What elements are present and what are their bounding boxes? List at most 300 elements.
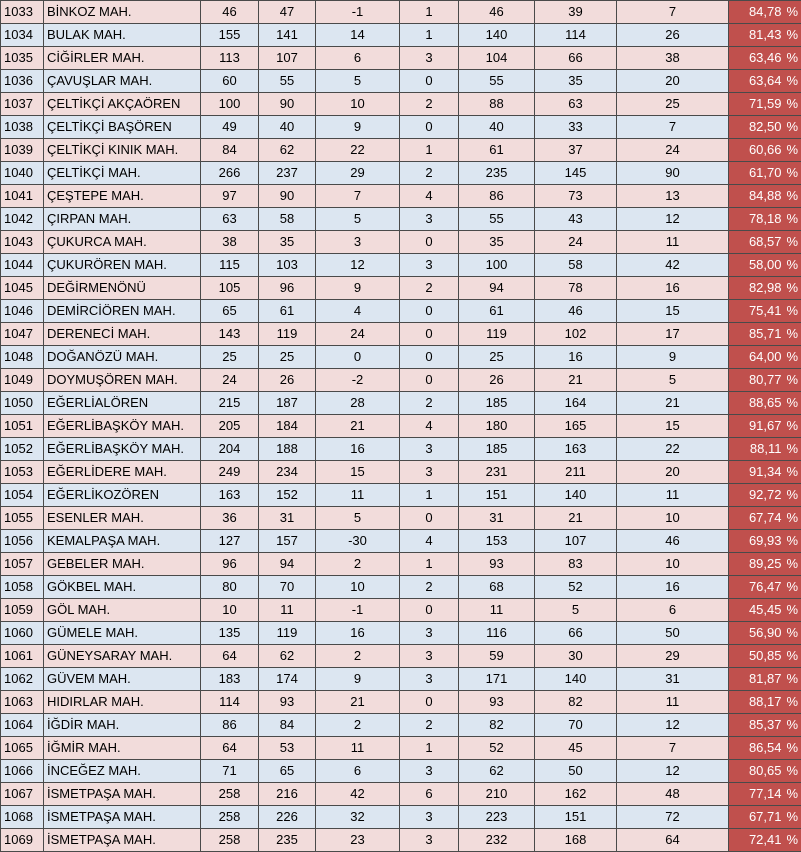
percent-sign-cell: % (785, 415, 801, 438)
value-cell-3: 42 (316, 783, 400, 806)
value-cell-7: 20 (617, 461, 729, 484)
value-cell-6: 66 (535, 622, 617, 645)
value-cell-1: 143 (201, 323, 259, 346)
value-cell-1: 64 (201, 737, 259, 760)
table-row (1, 714, 801, 737)
value-cell-5: 31 (459, 507, 535, 530)
table-row (1, 507, 801, 530)
value-cell-3: 12 (316, 254, 400, 277)
value-cell-7: 29 (617, 645, 729, 668)
value-cell-6: 78 (535, 277, 617, 300)
percentage-cell: 67,71 (729, 806, 785, 829)
value-cell-3: -1 (316, 599, 400, 622)
table-row (1, 576, 801, 599)
value-cell-6: 168 (535, 829, 617, 852)
row-number-cell: 1054 (1, 484, 44, 507)
table-row (1, 116, 801, 139)
value-cell-2: 226 (259, 806, 316, 829)
value-cell-7: 11 (617, 484, 729, 507)
value-cell-1: 155 (201, 24, 259, 47)
table-row (1, 438, 801, 461)
neighborhood-name-cell: KEMALPAŞA MAH. (44, 530, 201, 553)
value-cell-2: 93 (259, 691, 316, 714)
percentage-cell: 92,72 (729, 484, 785, 507)
value-cell-1: 65 (201, 300, 259, 323)
value-cell-3: -2 (316, 369, 400, 392)
row-number-cell: 1041 (1, 185, 44, 208)
value-cell-4: 3 (400, 438, 459, 461)
value-cell-4: 0 (400, 116, 459, 139)
value-cell-2: 119 (259, 323, 316, 346)
value-cell-2: 237 (259, 162, 316, 185)
value-cell-5: 11 (459, 599, 535, 622)
value-cell-3: 6 (316, 760, 400, 783)
row-number-cell: 1047 (1, 323, 44, 346)
value-cell-1: 114 (201, 691, 259, 714)
table-row (1, 737, 801, 760)
value-cell-6: 30 (535, 645, 617, 668)
table-row (1, 530, 801, 553)
percent-sign-cell: % (785, 1, 801, 24)
row-number-cell: 1050 (1, 392, 44, 415)
value-cell-2: 55 (259, 70, 316, 93)
value-cell-4: 0 (400, 300, 459, 323)
value-cell-3: 15 (316, 461, 400, 484)
value-cell-6: 46 (535, 300, 617, 323)
percentage-cell: 76,47 (729, 576, 785, 599)
value-cell-6: 5 (535, 599, 617, 622)
percentage-cell: 80,65 (729, 760, 785, 783)
value-cell-3: 22 (316, 139, 400, 162)
value-cell-3: 5 (316, 507, 400, 530)
value-cell-5: 171 (459, 668, 535, 691)
value-cell-4: 2 (400, 576, 459, 599)
value-cell-2: 94 (259, 553, 316, 576)
value-cell-7: 12 (617, 208, 729, 231)
value-cell-4: 3 (400, 645, 459, 668)
table-row (1, 691, 801, 714)
value-cell-5: 88 (459, 93, 535, 116)
value-cell-3: 2 (316, 645, 400, 668)
table-row (1, 461, 801, 484)
value-cell-1: 24 (201, 369, 259, 392)
neighborhood-name-cell: EĞERLİDERE MAH. (44, 461, 201, 484)
percent-sign-cell: % (785, 185, 801, 208)
value-cell-6: 114 (535, 24, 617, 47)
value-cell-2: 103 (259, 254, 316, 277)
percent-sign-cell: % (785, 254, 801, 277)
value-cell-1: 135 (201, 622, 259, 645)
value-cell-4: 0 (400, 599, 459, 622)
percent-sign-cell: % (785, 438, 801, 461)
value-cell-1: 183 (201, 668, 259, 691)
table-row (1, 93, 801, 116)
percentage-cell: 82,98 (729, 277, 785, 300)
percentage-cell: 63,46 (729, 47, 785, 70)
value-cell-7: 15 (617, 415, 729, 438)
table-row (1, 622, 801, 645)
value-cell-7: 48 (617, 783, 729, 806)
value-cell-7: 12 (617, 714, 729, 737)
value-cell-6: 52 (535, 576, 617, 599)
table-row (1, 70, 801, 93)
value-cell-6: 163 (535, 438, 617, 461)
neighborhood-name-cell: İĞMİR MAH. (44, 737, 201, 760)
neighborhood-name-cell: GÜVEM MAH. (44, 668, 201, 691)
percent-sign-cell: % (785, 24, 801, 47)
value-cell-2: 70 (259, 576, 316, 599)
value-cell-3: 10 (316, 576, 400, 599)
value-cell-4: 4 (400, 530, 459, 553)
value-cell-1: 113 (201, 47, 259, 70)
percent-sign-cell: % (785, 116, 801, 139)
value-cell-7: 15 (617, 300, 729, 323)
percentage-cell: 69,93 (729, 530, 785, 553)
value-cell-5: 93 (459, 553, 535, 576)
value-cell-7: 42 (617, 254, 729, 277)
percent-sign-cell: % (785, 737, 801, 760)
row-number-cell: 1064 (1, 714, 44, 737)
row-number-cell: 1060 (1, 622, 44, 645)
neighborhood-name-cell: BULAK MAH. (44, 24, 201, 47)
neighborhood-name-cell: GÖKBEL MAH. (44, 576, 201, 599)
value-cell-5: 235 (459, 162, 535, 185)
table-row (1, 254, 801, 277)
percent-sign-cell: % (785, 484, 801, 507)
percentage-cell: 67,74 (729, 507, 785, 530)
value-cell-7: 21 (617, 392, 729, 415)
value-cell-4: 1 (400, 737, 459, 760)
table-row (1, 415, 801, 438)
value-cell-5: 86 (459, 185, 535, 208)
percentage-cell: 81,87 (729, 668, 785, 691)
value-cell-5: 61 (459, 300, 535, 323)
value-cell-7: 16 (617, 277, 729, 300)
value-cell-4: 3 (400, 208, 459, 231)
value-cell-5: 62 (459, 760, 535, 783)
row-number-cell: 1033 (1, 1, 44, 24)
value-cell-1: 258 (201, 806, 259, 829)
row-number-cell: 1055 (1, 507, 44, 530)
value-cell-1: 64 (201, 645, 259, 668)
neighborhood-name-cell: EĞERLİBAŞKÖY MAH. (44, 415, 201, 438)
row-number-cell: 1057 (1, 553, 44, 576)
value-cell-2: 235 (259, 829, 316, 852)
row-number-cell: 1045 (1, 277, 44, 300)
value-cell-3: 32 (316, 806, 400, 829)
value-cell-6: 39 (535, 1, 617, 24)
row-number-cell: 1037 (1, 93, 44, 116)
value-cell-5: 25 (459, 346, 535, 369)
value-cell-1: 105 (201, 277, 259, 300)
value-cell-6: 140 (535, 668, 617, 691)
percent-sign-cell: % (785, 576, 801, 599)
percentage-cell: 64,00 (729, 346, 785, 369)
table-row (1, 231, 801, 254)
table-row (1, 346, 801, 369)
value-cell-3: 3 (316, 231, 400, 254)
percent-sign-cell: % (785, 139, 801, 162)
percentage-cell: 56,90 (729, 622, 785, 645)
value-cell-6: 43 (535, 208, 617, 231)
percent-sign-cell: % (785, 93, 801, 116)
value-cell-2: 47 (259, 1, 316, 24)
value-cell-3: 16 (316, 622, 400, 645)
table-row (1, 392, 801, 415)
value-cell-4: 2 (400, 392, 459, 415)
percent-sign-cell: % (785, 507, 801, 530)
value-cell-6: 21 (535, 507, 617, 530)
value-cell-3: 4 (316, 300, 400, 323)
row-number-cell: 1058 (1, 576, 44, 599)
value-cell-6: 16 (535, 346, 617, 369)
neighborhood-name-cell: HIDIRLAR MAH. (44, 691, 201, 714)
neighborhood-name-cell: ÇAVUŞLAR MAH. (44, 70, 201, 93)
row-number-cell: 1044 (1, 254, 44, 277)
neighborhood-name-cell: DERENECİ MAH. (44, 323, 201, 346)
percent-sign-cell: % (785, 530, 801, 553)
value-cell-4: 1 (400, 484, 459, 507)
percent-sign-cell: % (785, 783, 801, 806)
value-cell-7: 24 (617, 139, 729, 162)
percent-sign-cell: % (785, 300, 801, 323)
value-cell-5: 185 (459, 438, 535, 461)
value-cell-3: 2 (316, 553, 400, 576)
value-cell-6: 63 (535, 93, 617, 116)
value-cell-7: 90 (617, 162, 729, 185)
value-cell-7: 5 (617, 369, 729, 392)
value-cell-2: 58 (259, 208, 316, 231)
table-row (1, 185, 801, 208)
value-cell-6: 165 (535, 415, 617, 438)
value-cell-3: 7 (316, 185, 400, 208)
value-cell-6: 33 (535, 116, 617, 139)
percentage-cell: 89,25 (729, 553, 785, 576)
value-cell-5: 55 (459, 70, 535, 93)
row-number-cell: 1053 (1, 461, 44, 484)
row-number-cell: 1056 (1, 530, 44, 553)
percentage-cell: 63,64 (729, 70, 785, 93)
value-cell-6: 151 (535, 806, 617, 829)
value-cell-5: 231 (459, 461, 535, 484)
value-cell-5: 52 (459, 737, 535, 760)
value-cell-3: 9 (316, 668, 400, 691)
value-cell-7: 46 (617, 530, 729, 553)
value-cell-6: 45 (535, 737, 617, 760)
table-row (1, 323, 801, 346)
value-cell-6: 82 (535, 691, 617, 714)
value-cell-1: 84 (201, 139, 259, 162)
value-cell-1: 38 (201, 231, 259, 254)
table-row (1, 668, 801, 691)
value-cell-2: 184 (259, 415, 316, 438)
value-cell-3: 11 (316, 737, 400, 760)
value-cell-6: 145 (535, 162, 617, 185)
value-cell-2: 65 (259, 760, 316, 783)
value-cell-2: 141 (259, 24, 316, 47)
value-cell-5: 104 (459, 47, 535, 70)
value-cell-2: 234 (259, 461, 316, 484)
value-cell-2: 62 (259, 139, 316, 162)
value-cell-1: 215 (201, 392, 259, 415)
neighborhood-name-cell: GÖL MAH. (44, 599, 201, 622)
value-cell-3: 11 (316, 484, 400, 507)
value-cell-5: 61 (459, 139, 535, 162)
percentage-cell: 91,34 (729, 461, 785, 484)
percentage-cell: 80,77 (729, 369, 785, 392)
value-cell-3: 23 (316, 829, 400, 852)
neighborhood-name-cell: ÇELTİKÇİ BAŞÖREN (44, 116, 201, 139)
value-cell-4: 1 (400, 139, 459, 162)
table-row (1, 829, 801, 852)
value-cell-3: 9 (316, 277, 400, 300)
value-cell-1: 97 (201, 185, 259, 208)
table-row (1, 1, 801, 24)
value-cell-1: 25 (201, 346, 259, 369)
neighborhood-name-cell: İSMETPAŞA MAH. (44, 829, 201, 852)
value-cell-2: 11 (259, 599, 316, 622)
value-cell-3: 6 (316, 47, 400, 70)
value-cell-2: 84 (259, 714, 316, 737)
neighborhood-name-cell: GÜNEYSARAY MAH. (44, 645, 201, 668)
neighborhood-name-cell: EĞERLİALÖREN (44, 392, 201, 415)
value-cell-3: 29 (316, 162, 400, 185)
value-cell-3: 21 (316, 691, 400, 714)
value-cell-2: 61 (259, 300, 316, 323)
row-number-cell: 1066 (1, 760, 44, 783)
table-row (1, 783, 801, 806)
value-cell-4: 3 (400, 760, 459, 783)
neighborhood-name-cell: GÜMELE MAH. (44, 622, 201, 645)
row-number-cell: 1042 (1, 208, 44, 231)
percentage-cell: 78,18 (729, 208, 785, 231)
row-number-cell: 1034 (1, 24, 44, 47)
percent-sign-cell: % (785, 553, 801, 576)
percentage-cell: 45,45 (729, 599, 785, 622)
percent-sign-cell: % (785, 323, 801, 346)
neighborhood-name-cell: İSMETPAŞA MAH. (44, 806, 201, 829)
row-number-cell: 1061 (1, 645, 44, 668)
value-cell-4: 0 (400, 507, 459, 530)
value-cell-6: 35 (535, 70, 617, 93)
value-cell-1: 46 (201, 1, 259, 24)
neighborhood-name-cell: İĞDİR MAH. (44, 714, 201, 737)
table-row (1, 484, 801, 507)
value-cell-4: 1 (400, 553, 459, 576)
value-cell-2: 152 (259, 484, 316, 507)
value-cell-4: 3 (400, 47, 459, 70)
neighborhood-name-cell: BİNKOZ MAH. (44, 1, 201, 24)
table-row (1, 162, 801, 185)
value-cell-5: 232 (459, 829, 535, 852)
value-cell-2: 96 (259, 277, 316, 300)
value-cell-7: 64 (617, 829, 729, 852)
percentage-cell: 77,14 (729, 783, 785, 806)
percentage-cell: 81,43 (729, 24, 785, 47)
percent-sign-cell: % (785, 162, 801, 185)
neighborhood-name-cell: ÇUKURCA MAH. (44, 231, 201, 254)
value-cell-2: 157 (259, 530, 316, 553)
percent-sign-cell: % (785, 760, 801, 783)
value-cell-6: 37 (535, 139, 617, 162)
value-cell-4: 6 (400, 783, 459, 806)
value-cell-4: 2 (400, 277, 459, 300)
value-cell-2: 216 (259, 783, 316, 806)
row-number-cell: 1067 (1, 783, 44, 806)
value-cell-7: 11 (617, 691, 729, 714)
value-cell-7: 13 (617, 185, 729, 208)
row-number-cell: 1059 (1, 599, 44, 622)
percent-sign-cell: % (785, 277, 801, 300)
value-cell-7: 7 (617, 1, 729, 24)
table-row (1, 139, 801, 162)
value-cell-7: 6 (617, 599, 729, 622)
value-cell-7: 25 (617, 93, 729, 116)
neighborhood-name-cell: CİĞİRLER MAH. (44, 47, 201, 70)
value-cell-5: 180 (459, 415, 535, 438)
percentage-cell: 84,78 (729, 1, 785, 24)
value-cell-7: 22 (617, 438, 729, 461)
row-number-cell: 1068 (1, 806, 44, 829)
value-cell-5: 153 (459, 530, 535, 553)
value-cell-3: 28 (316, 392, 400, 415)
value-cell-6: 73 (535, 185, 617, 208)
value-cell-1: 205 (201, 415, 259, 438)
value-cell-2: 62 (259, 645, 316, 668)
percent-sign-cell: % (785, 645, 801, 668)
value-cell-1: 71 (201, 760, 259, 783)
table-row (1, 24, 801, 47)
neighborhood-name-cell: EĞERLİBAŞKÖY MAH. (44, 438, 201, 461)
value-cell-5: 116 (459, 622, 535, 645)
value-cell-2: 31 (259, 507, 316, 530)
neighborhood-name-cell: EĞERLİKOZÖREN (44, 484, 201, 507)
percent-sign-cell: % (785, 70, 801, 93)
value-cell-6: 58 (535, 254, 617, 277)
value-cell-1: 204 (201, 438, 259, 461)
percentage-cell: 72,41 (729, 829, 785, 852)
value-cell-4: 1 (400, 24, 459, 47)
value-cell-5: 59 (459, 645, 535, 668)
value-cell-3: 0 (316, 346, 400, 369)
percent-sign-cell: % (785, 369, 801, 392)
value-cell-5: 40 (459, 116, 535, 139)
value-cell-7: 72 (617, 806, 729, 829)
neighborhood-name-cell: GEBELER MAH. (44, 553, 201, 576)
value-cell-1: 249 (201, 461, 259, 484)
value-cell-2: 90 (259, 185, 316, 208)
value-cell-1: 86 (201, 714, 259, 737)
percentage-cell: 88,65 (729, 392, 785, 415)
value-cell-3: 2 (316, 714, 400, 737)
value-cell-3: 16 (316, 438, 400, 461)
value-cell-4: 2 (400, 162, 459, 185)
value-cell-2: 174 (259, 668, 316, 691)
value-cell-4: 3 (400, 668, 459, 691)
value-cell-3: 14 (316, 24, 400, 47)
value-cell-2: 188 (259, 438, 316, 461)
percentage-cell: 58,00 (729, 254, 785, 277)
table-row (1, 300, 801, 323)
value-cell-7: 11 (617, 231, 729, 254)
row-number-cell: 1052 (1, 438, 44, 461)
neighborhood-name-cell: DOYMUŞÖREN MAH. (44, 369, 201, 392)
value-cell-4: 0 (400, 369, 459, 392)
percentage-cell: 71,59 (729, 93, 785, 116)
value-cell-7: 7 (617, 737, 729, 760)
percentage-cell: 60,66 (729, 139, 785, 162)
value-cell-7: 50 (617, 622, 729, 645)
